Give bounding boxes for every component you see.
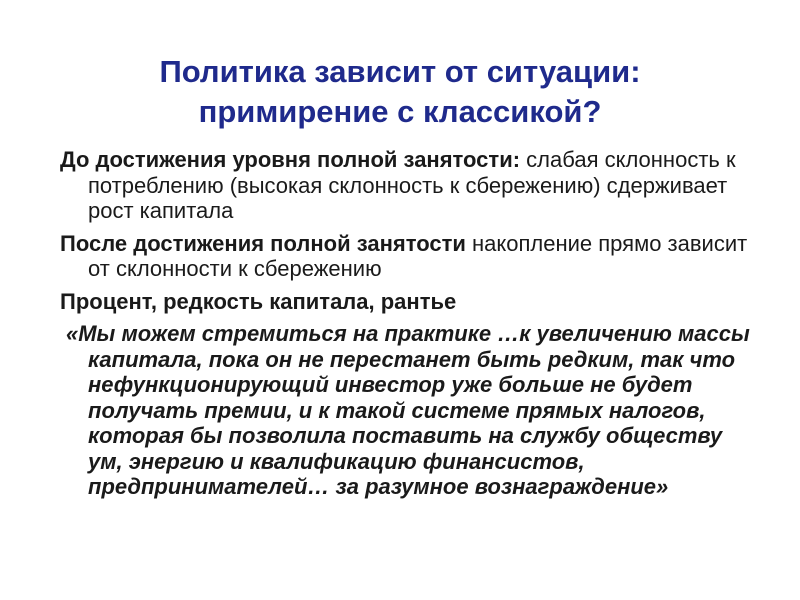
keynes-quote: «Мы можем стремиться на практике …к увеличению массы капитала, пока он не перестанет быть редким, так что нефункционирующий инвестор уже больше не будет получать премии, и к такой системе прямых налогов, которая бы позволила поставить на службу обществу ум, энергию и квалификацию финансистов, предпринимателей… за разумное вознаграждение» bbox=[66, 321, 750, 499]
paragraph-interest-rentier bbox=[60, 289, 750, 315]
title-line-2: примирение с классикой? bbox=[198, 94, 602, 129]
paragraph-heading: Процент, редкость капитала, рантье bbox=[60, 288, 457, 314]
paragraph-heading: До достижения уровня полной занятости: bbox=[60, 147, 521, 172]
paragraph-text: слабая склонность к потреблению (высокая склонность к сбережению) сдерживает рост капитала bbox=[88, 147, 736, 223]
title-line-1: Политика зависит от ситуации: bbox=[159, 54, 641, 89]
slide-body bbox=[60, 147, 750, 500]
paragraph-heading: После достижения полной занятости bbox=[60, 230, 466, 256]
paragraph-before-full-employment bbox=[60, 147, 750, 224]
slide-title bbox=[0, 52, 800, 132]
paragraph-text: накопление прямо зависит от склонности к сбережению bbox=[88, 230, 748, 281]
paragraph-after-full-employment bbox=[60, 231, 750, 282]
